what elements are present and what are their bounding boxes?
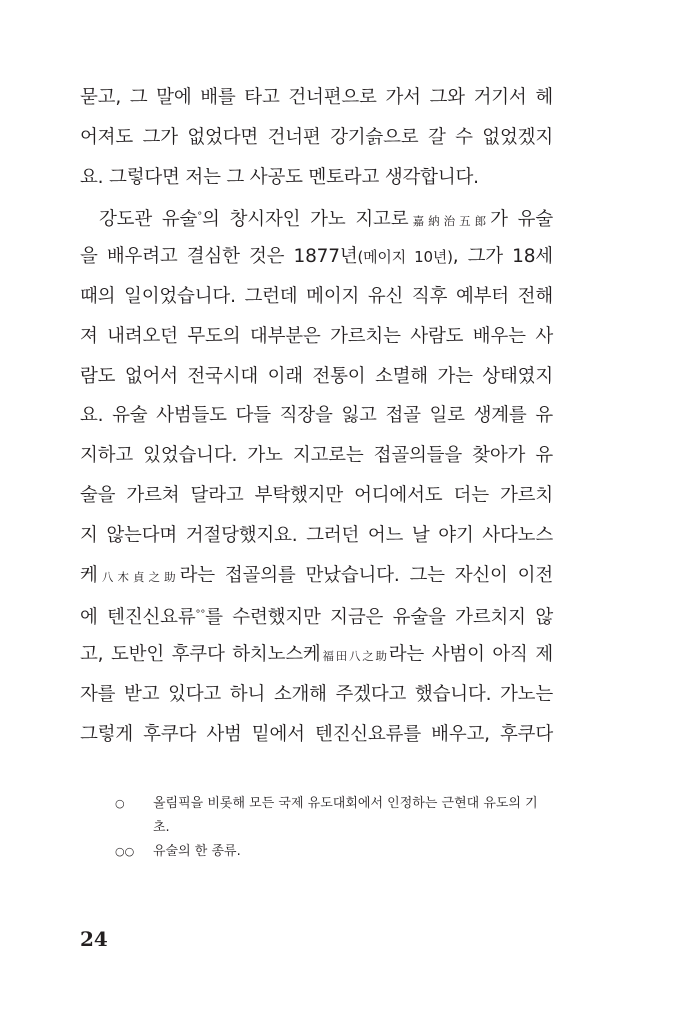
text-segment: 라는 사범이 아직 제 <box>388 644 554 666</box>
footnote <box>115 840 553 864</box>
text-segment: 요. 그렇다면 저는 그 사공도 멘토라고 생각합니다. <box>80 166 479 188</box>
text-line <box>80 436 553 476</box>
text-segment: 져 내려오던 무도의 대부분은 가르치는 사람도 배우는 사 <box>80 325 553 347</box>
body-text <box>80 78 553 755</box>
text-line <box>80 675 553 715</box>
footnote-text: 올림픽을 비롯해 모든 국제 유도대회에서 인정하는 근현대 유도의 기초. <box>153 796 538 835</box>
text-line <box>80 635 553 675</box>
hanja-annotation: 嘉納治五郎 <box>408 214 491 229</box>
text-line <box>80 317 553 357</box>
text-line <box>80 396 553 436</box>
text-segment: 고, 도반인 후쿠다 하치노스케 <box>80 644 321 666</box>
text-line <box>80 118 553 158</box>
text-line <box>80 78 553 118</box>
text-segment: 케 <box>80 564 98 586</box>
text-segment: 의 창시자인 가노 지고로 <box>202 209 409 231</box>
text-line <box>80 476 553 516</box>
text-segment: 자를 받고 있다고 하니 소개해 주겠다고 했습니다. 가노는 <box>80 683 553 705</box>
footnote-marker: ○○ <box>115 845 135 858</box>
text-segment: 요. 유술 사범들도 다들 직장을 잃고 접골 일로 생계를 유 <box>80 405 553 427</box>
text-line <box>80 556 553 596</box>
footnote <box>115 792 553 840</box>
hanja-annotation: 福田八之助 <box>320 649 389 664</box>
footnote-text: 유술의 한 종류. <box>153 844 241 859</box>
text-line <box>80 357 553 397</box>
text-segment: 때의 일이었습니다. 그런데 메이지 유신 직후 예부터 전해 <box>80 285 553 307</box>
text-line <box>80 158 553 198</box>
text-segment: 지하고 있었습니다. 가노 지고로는 접골의들을 찾아가 유 <box>80 445 553 467</box>
text-segment: 어져도 그가 없었다면 건너편 강기슭으로 갈 수 없었겠지 <box>80 126 553 148</box>
page-number: 24 <box>80 927 108 951</box>
text-segment: 를 수련했지만 지금은 유술을 가르치지 않 <box>205 607 554 629</box>
text-segment: 묻고, 그 말에 배를 타고 건너편으로 가서 그와 거기서 헤 <box>80 87 553 108</box>
footnote-reference: °° <box>195 609 206 621</box>
text-segment: 람도 없어서 전국시대 이래 전통이 소멸해 가는 상태였지 <box>80 365 553 387</box>
footnote-marker: ○ <box>115 797 125 810</box>
text-line <box>80 237 553 277</box>
text-line <box>80 516 553 556</box>
text-segment: 술을 가르쳐 달라고 부탁했지만 어디에서도 더는 가르치 <box>80 484 553 506</box>
hanja-annotation: 八木貞之助 <box>97 569 180 584</box>
text-line <box>80 715 553 755</box>
parenthetical: (메이지 10년) <box>357 248 453 267</box>
text-line <box>80 197 553 237</box>
text-segment: 에 텐진신요류 <box>80 607 196 629</box>
text-line <box>80 595 553 635</box>
text-segment: 강도관 유술 <box>99 209 198 231</box>
text-segment: 가 유술 <box>490 209 553 231</box>
text-segment: , 그가 18세 <box>452 246 553 268</box>
text-segment: 지 않는다며 거절당했지요. 그러던 어느 날 야기 사다노스 <box>80 524 553 546</box>
text-segment: 그렇게 후쿠다 사범 밑에서 텐진신요류를 배우고, 후쿠다 <box>80 723 553 745</box>
footnotes <box>115 792 553 864</box>
text-line <box>80 277 553 317</box>
footnote-reference: ° <box>197 211 203 223</box>
text-segment: 라는 접골의를 만났습니다. 그는 자신이 이전 <box>179 564 553 586</box>
text-segment: 을 배우려고 결심한 것은 1877년 <box>80 246 358 268</box>
